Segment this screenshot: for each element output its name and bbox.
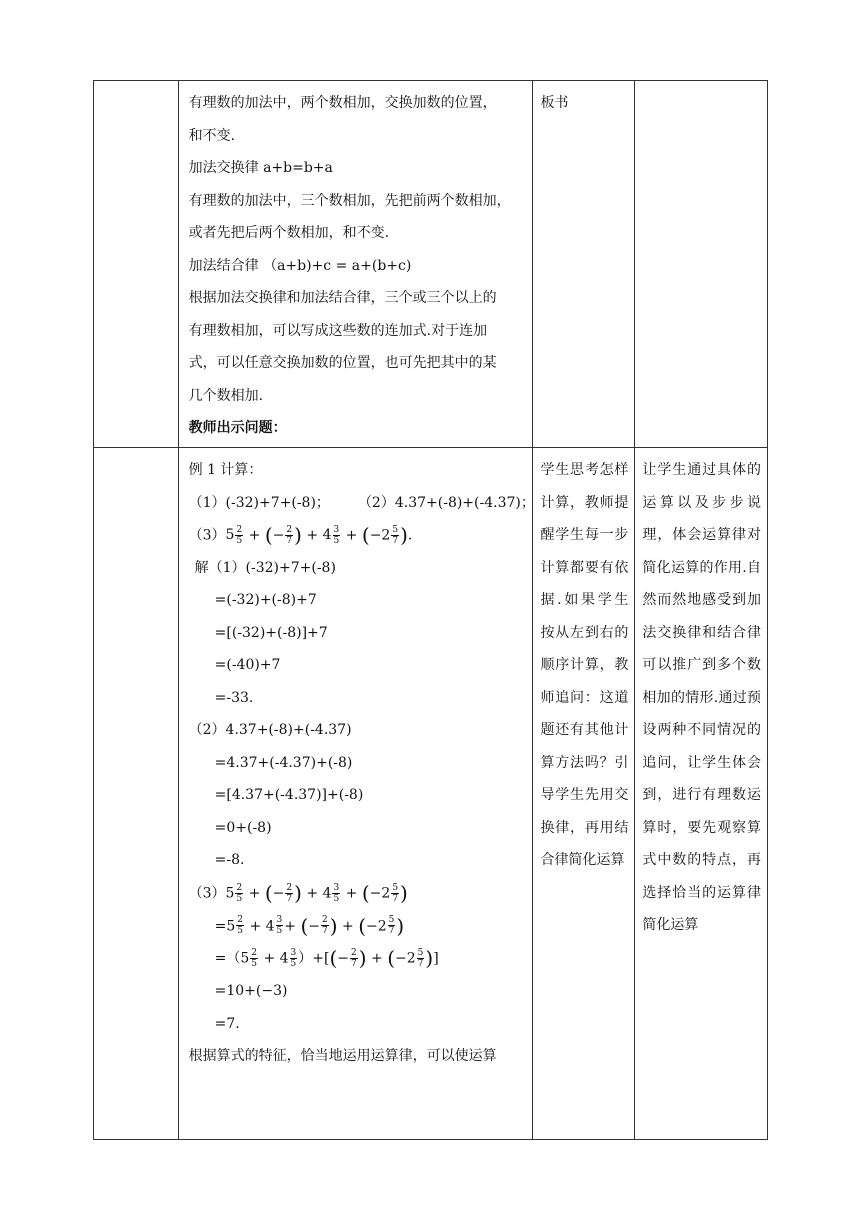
student-activity-cell <box>533 81 635 448</box>
solution-line: （2）4.37+(-8)+(-4.37) <box>188 722 352 739</box>
solution-3-line: （3）5 $\frac{2}{5}$ + (− $\frac{2}{7}$ ) + 4 $\frac{3}{5}$ + (−2 $\frac{5}{7}$ ) <box>188 880 408 905</box>
design-intent-text: 让学生通过具体的运算以及步步说理，体会运算律对简化运算的作用.自然而然地感受到加法交换律和结合律可以推广到多个数相加的情形.通过预设两种不同情况的追问，让学生体会到，进行有理数运算时，要先观察算式中数的特点，再选择恰当的运算律简化运算 <box>642 462 761 933</box>
content-line: 和不变. <box>188 127 236 144</box>
table-row <box>94 448 768 1140</box>
solution-line: =-33. <box>214 689 254 706</box>
problem-line <box>188 487 535 520</box>
student-activity-cell <box>533 448 635 1140</box>
problem-1: （1）(-32)+7+(-8)； <box>188 494 330 511</box>
student-activity-text: 学生思考怎样计算，教师提醒学生每一步计算都要有依据.如果学生按从左到右的顺序计算，教师追问：这道题还有其他计算方法吗？引导学生先用交换律，再用结合律简化运算 <box>540 462 629 868</box>
design-intent-cell <box>635 81 768 448</box>
solution-line: =(-40)+7 <box>214 657 281 674</box>
lesson-plan-table <box>93 80 768 1140</box>
problem-2: （2）4.37+(-8)+(-4.37)； <box>357 494 535 511</box>
problem-3: （3）5 $\frac{2}{5}$ + (− $\frac{2}{7}$ ) + 4 $\frac{3}{5}$ + (−2 $\frac{5}{7}$ ). <box>188 523 413 547</box>
closing-line: 根据算式的特征，恰当地运用运算律，可以使运算 <box>188 1048 497 1064</box>
content-cell <box>178 448 533 1140</box>
solution-line: =7. <box>214 1015 240 1032</box>
solution-line: =4.37+(-4.37)+(-8) <box>214 754 353 771</box>
content-line: 或者先把后两个数相加，和不变. <box>188 225 390 241</box>
solution-line: =-8. <box>214 852 245 869</box>
content-cell <box>178 81 533 448</box>
section-heading: 教师出示问题： <box>188 420 287 436</box>
content-line: 有理数的加法中，三个数相加，先把前两个数相加， <box>188 192 511 209</box>
content-line: 有理数的加法中，两个数相加，交换加数的位置， <box>188 95 497 111</box>
solution-3-line: =（5 $\frac{2}{5}$ + 4 $\frac{3}{5}$ ）+[(− $\frac{2}{7}$ ) + (−2 $\frac{5}{7}$ )] <box>214 946 439 971</box>
content-line: 根据加法交换律和加法结合律，三个或三个以上的 <box>188 290 497 306</box>
solution-3-line: =5 $\frac{2}{5}$ + 4 $\frac{3}{5}$ + (− $\frac{2}{7}$ ) + (−2 $\frac{5}{7}$ ) <box>214 913 405 938</box>
solution-line: =0+(-8) <box>214 819 272 836</box>
associative-law: 加法结合律 （a+b)+c = a+(b+c) <box>188 257 412 274</box>
solution-line: =[4.37+(-4.37)]+(-8) <box>214 787 364 804</box>
student-activity-text: 板书 <box>540 95 569 111</box>
stage-cell <box>94 81 179 448</box>
solution-line: =(-32)+(-8)+7 <box>214 592 317 609</box>
table-row <box>94 81 768 448</box>
content-line: 式，可以任意交换加数的位置，也可先把其中的某 <box>188 355 497 371</box>
commutative-law: 加法交换律 a+b=b+a <box>188 160 333 176</box>
solution-line: =[(-32)+(-8)]+7 <box>214 624 328 641</box>
design-intent-cell <box>635 448 768 1140</box>
solution-line: 解（1）(-32)+7+(-8) <box>194 559 336 576</box>
stage-cell <box>94 448 179 1140</box>
content-line: 有理数相加，可以写成这些数的连加式.对于连加 <box>188 322 488 339</box>
content-line: 几个数相加. <box>188 387 264 404</box>
solution-line: =10+(−3) <box>214 983 288 999</box>
example-title: 例 1 计算： <box>188 462 263 478</box>
